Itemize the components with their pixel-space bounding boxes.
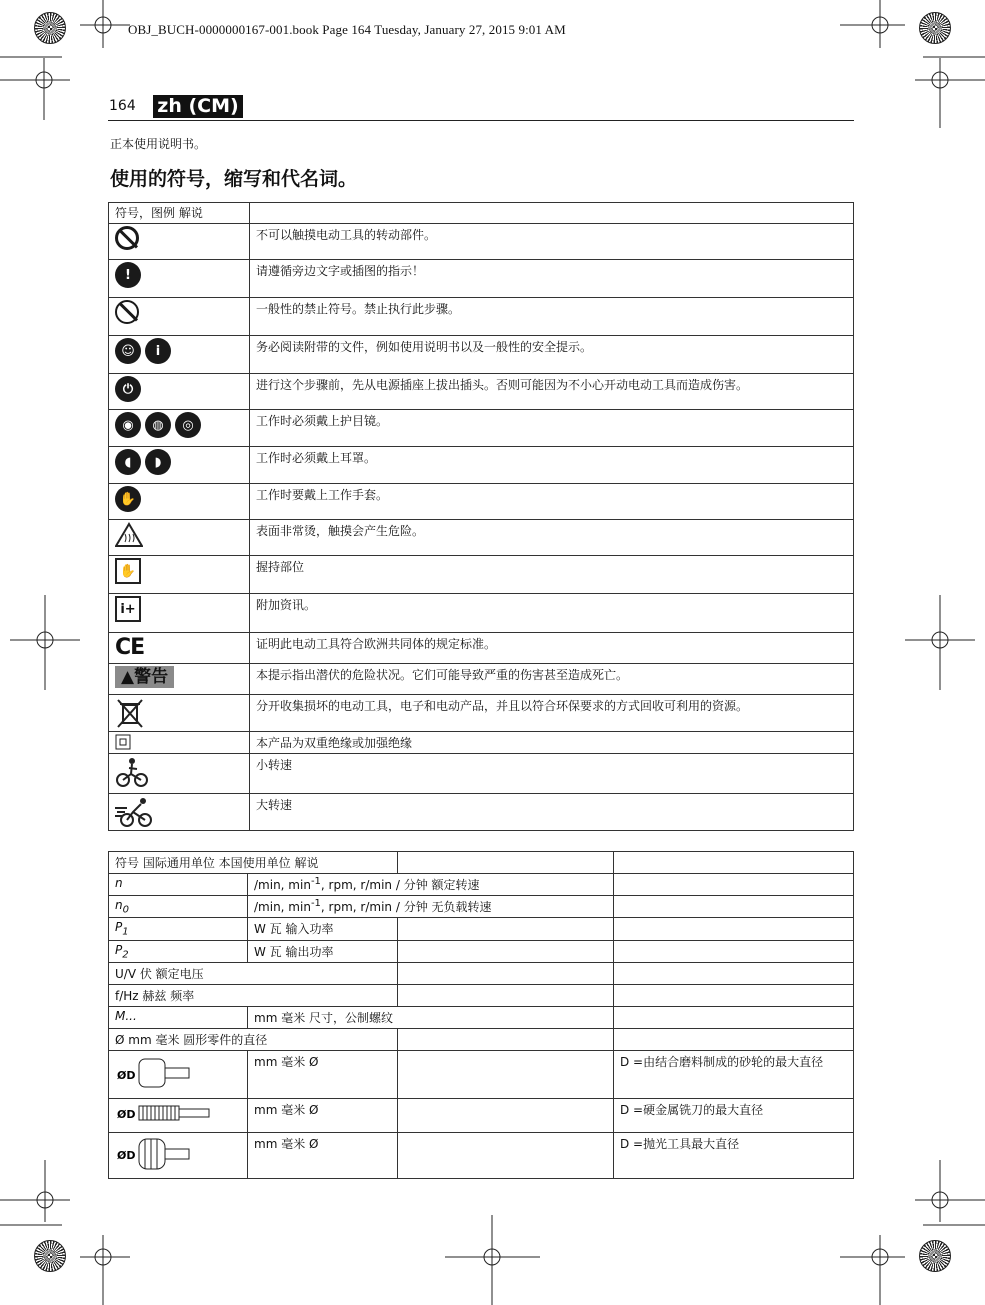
table-row-text: 工作时要戴上工作手套。	[250, 484, 854, 520]
svg-text:ØD: ØD	[117, 1069, 136, 1083]
table-row-text: 进行这个步骤前，先从电源插座上拔出插头。否则可能因为不小心开动电动工具而造成伤害。	[250, 374, 854, 410]
header-rule	[108, 120, 854, 121]
svg-text:ØD: ØD	[117, 1108, 136, 1122]
ear-protection-icon: ◖	[115, 449, 141, 475]
unplug-icon: ⏻	[115, 376, 141, 402]
symbols-table	[108, 202, 854, 831]
units-table: 符号 国际通用单位 本国使用单位 解说 n /min, $\min^{-1}$, rpm, r/min / 分钟 额定转速 $n_0$ /min, $\min^{-1}$, rpm, r/min / 分钟 无负载转速 $P_1$ W 瓦 输入功率 $P_2$ W 瓦 输出功率 U/V 伏 额定电压 f/Hz 赫兹 频率 M... mm 毫米 尺寸，公制螺纹 Ø mm 毫米 圆形零件的直径 ØD mm 毫米 Ø D =由结合磨料制成的砂轮的最大直径 ØD mm 毫米 Ø D =硬金属铣刀的最大直径 ØD mm 毫米 Ø D =抛光工具最大直径	[108, 851, 854, 1179]
book-info-icon: i	[145, 338, 171, 364]
weee-bin-icon	[115, 697, 145, 729]
table-row-text: 证明此电动工具符合欧洲共同体的规定标准。	[250, 633, 854, 664]
fast-speed-icon	[115, 796, 155, 828]
bonded-wheel-icon	[115, 1053, 193, 1093]
table-row-text: 小转速	[250, 754, 854, 794]
table-row-text: 表面非常烫，触摸会产生危险。	[250, 520, 854, 556]
table-row-text: 务必阅读附带的文件，例如使用说明书以及一般性的安全提示。	[250, 336, 854, 374]
warning-label-icon: ▲警告	[115, 666, 174, 688]
table-row-text: 本提示指出潜伏的危险状况。它们可能导致严重的伤害甚至造成死亡。	[250, 664, 854, 695]
no-touch-rotating-icon	[115, 226, 139, 250]
prohibition-icon	[115, 300, 139, 324]
goggles-icon: ◎	[175, 412, 201, 438]
table-row-text: 握持部位	[250, 556, 854, 594]
intro-text: 正本使用说明书。	[110, 137, 207, 151]
hot-surface-icon	[115, 522, 143, 548]
grip-area-icon: ✋	[115, 558, 141, 584]
table-row-text: 一般性的禁止符号。禁止执行此步骤。	[250, 298, 854, 336]
symbols-table-header: 符号，图例 解说	[109, 203, 250, 224]
table-row-text: 请遵循旁边文字或插图的指示！	[250, 260, 854, 298]
table-row-text: 分开收集损坏的电动工具，电子和电动产品，并且以符合环保要求的方式回收可利用的资源。	[250, 695, 854, 732]
unit-row: U/V 伏 额定电压	[109, 963, 398, 985]
table-row-text: 附加资讯。	[250, 594, 854, 633]
svg-text:ØD: ØD	[117, 1149, 136, 1163]
ce-mark-icon: CE	[115, 635, 145, 660]
page-number: 164	[109, 98, 136, 114]
file-header-line: OBJ_BUCH-0000000167-001.book Page 164 Tuesday, January 27, 2015 9:01 AM	[128, 22, 566, 37]
unit-row: f/Hz 赫兹 频率	[109, 985, 398, 1007]
units-table-header: 符号 国际通用单位 本国使用单位 解说	[109, 852, 398, 874]
face-shield-icon: ◍	[145, 412, 171, 438]
table-row-text: 大转速	[250, 794, 854, 831]
table-row-text: 不可以触摸电动工具的转动部件。	[250, 224, 854, 260]
language-badge: zh (CM)	[153, 95, 243, 118]
read-manual-icon: ☺	[115, 338, 141, 364]
carbide-cutter-icon	[115, 1101, 215, 1125]
gloves-icon: ✋	[115, 486, 141, 512]
polishing-tool-icon	[115, 1135, 193, 1173]
info-icon: i+	[115, 596, 141, 622]
slow-speed-icon	[115, 756, 149, 788]
mandatory-instruction-icon: !	[115, 262, 141, 288]
table-row-text: 工作时必须戴上护目镜。	[250, 410, 854, 447]
double-insulation-icon	[115, 734, 131, 750]
eye-protection-icon: ◉	[115, 412, 141, 438]
unit-row: Ø mm 毫米 圆形零件的直径	[109, 1029, 398, 1051]
unit-symbol: n	[109, 874, 248, 896]
page-title: 使用的符号，缩写和代名词。	[110, 168, 358, 190]
ear-muffs-icon: ◗	[145, 449, 171, 475]
table-row-text: 本产品为双重绝缘或加强绝缘	[250, 732, 854, 754]
table-row-text: 工作时必须戴上耳罩。	[250, 447, 854, 484]
